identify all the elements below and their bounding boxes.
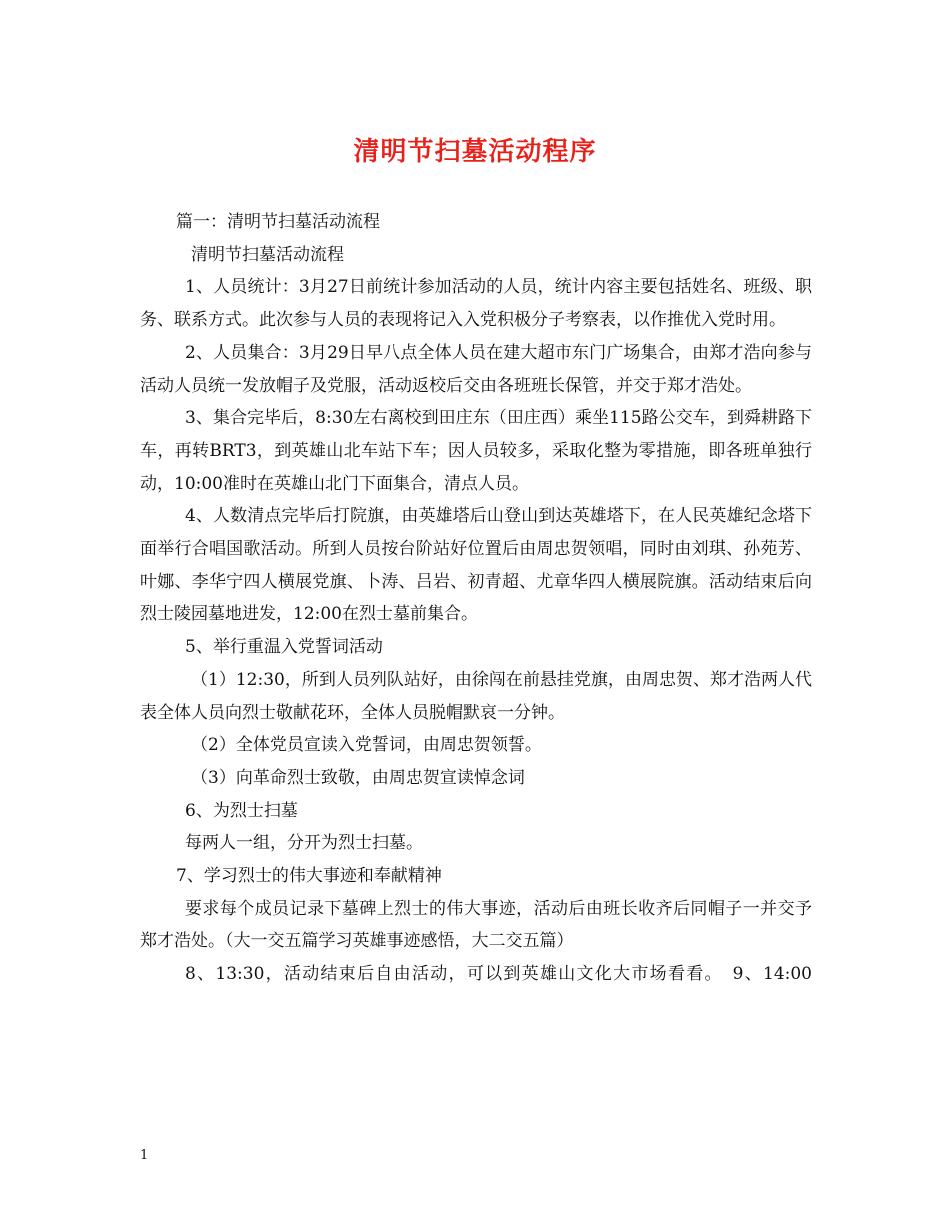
paragraph-step-8: 8、13:30，活动结束后自由活动，可以到英雄山文化大市场看看。 9、14:00 — [185, 964, 812, 985]
paragraph-step-5-1: （1）12:30，所到人员列队站好，由徐闯在前悬挂党旗，由周忠贺、郑才浩两人代表全体人员向烈士敬献花环，全体人员脱帽默哀一分钟。 — [140, 669, 812, 723]
paragraph-step-2: 2、人员集合：3月29日早八点全体人员在建大超市东门广场集合，由郑才浩向参与活动人员统一发放帽子及党服，活动返校后交由各班班长保管，并交于郑才浩处。 — [140, 342, 812, 396]
paragraph-step-5-2: （2）全体党员宣读入党誓词，由周忠贺领誓。 — [191, 735, 542, 756]
paragraph-step-1: 1、人员统计：3月27日前统计参加活动的人员，统计内容主要包括姓名、班级、职务、联系方式。此次参与人员的表现将记入入党积极分子考察表，以作推优入党时用。 — [140, 277, 812, 331]
section-heading: 篇一：清明节扫墓活动流程 — [176, 212, 380, 232]
paragraph-step-6: 6、为烈士扫墓 — [185, 800, 298, 821]
paragraph-step-5-3: （3）向革命烈士致敬，由周忠贺宣读悼念词 — [191, 767, 525, 788]
paragraph-step-7-detail: 要求每个成员记录下墓碑上烈士的伟大事迹，活动后由班长收齐后同帽子一并交予郑才浩处。（大一交五篇学习英雄事迹感悟，大二交五篇） — [140, 898, 812, 952]
paragraph-step-6-detail: 每两人一组，分开为烈士扫墓。 — [185, 833, 423, 854]
document-body — [140, 206, 812, 991]
page-number: 1 — [140, 1148, 149, 1163]
document-title: 清明节扫墓活动程序 — [353, 137, 597, 167]
paragraph-step-4: 4、人数清点完毕后打院旗，由英雄塔后山登山到达英雄塔下，在人民英雄纪念塔下面举行合唱国歌活动。所到人员按台阶站好位置后由周忠贺领唱，同时由刘琪、孙苑芳、叶娜、李华宁四人横展党旗、卜涛、吕岩、初青超、尤章华四人横展院旗。活动结束后向烈士陵园墓地进发，12:00在烈士墓前集合。 — [140, 506, 812, 625]
subheading: 清明节扫墓活动流程 — [191, 244, 344, 265]
paragraph-step-5: 5、举行重温入党誓词活动 — [185, 637, 383, 658]
paragraph-step-3: 3、集合完毕后，8:30左右离校到田庄东（田庄西）乘坐115路公交车，到舜耕路下车，再转BRT3，到英雄山北车站下车；因人员较多，采取化整为零措施，即各班单独行动，10:00准时在英雄山北门下面集合，清点人员。 — [140, 408, 812, 494]
paragraph-step-7: 7、学习烈士的伟大事迹和奉献精神 — [176, 866, 442, 887]
